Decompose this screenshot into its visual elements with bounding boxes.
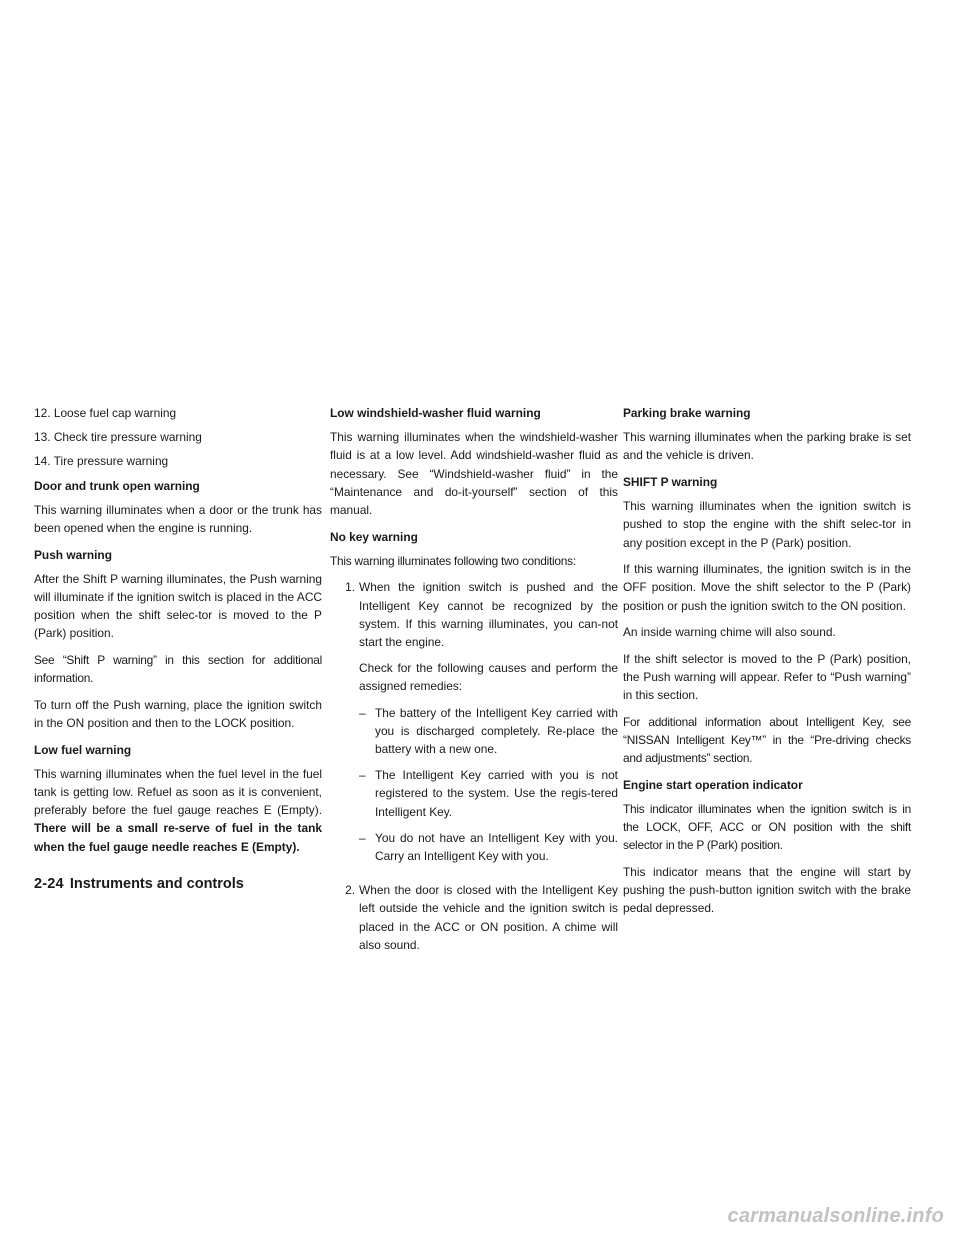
column-right <box>623 404 911 926</box>
paragraph: If this warning illuminates, the ignition switch is in the OFF position. Move the shift selector to the P (Park) position or push the ignition switch to the ON position. <box>623 562 911 613</box>
dash-bullet: – <box>359 705 366 720</box>
heading-shift-p-warning: SHIFT P warning <box>623 475 718 489</box>
heading-low-fuel-warning: Low fuel warning <box>34 742 132 757</box>
paragraph-bold-text: There will be a small re-serve of fuel in the tank when the fuel gauge needle reaches E (Empty). <box>34 821 322 854</box>
paragraph: This warning illuminates when a door or the trunk has been opened when the engine is running. <box>34 502 322 536</box>
paragraph: This warning illuminates when the ignition switch is pushed to stop the engine with the shift selec-tor in any position except in the P (Park) position. <box>623 499 911 550</box>
numbered-item <box>330 881 618 962</box>
numbered-item <box>330 578 618 873</box>
item-number: 1. <box>345 580 355 595</box>
heading-engine-start-indicator: Engine start operation indicator <box>623 777 803 792</box>
dash-item <box>359 766 618 821</box>
column-middle <box>330 404 618 970</box>
dash-bullet: – <box>359 768 366 783</box>
dash-text: The battery of the Intelligent Key carried with you is discharged completely. Re-place the battery with a new one. <box>375 705 618 757</box>
column-left <box>34 404 322 864</box>
section-title: Instruments and controls <box>69 876 244 892</box>
list-item: 13. Check tire pressure warning <box>34 430 202 445</box>
dash-text: You do not have an Intelligent Key with you. Carry an Intelligent Key with you. <box>375 830 618 864</box>
dash-bullet: – <box>359 830 366 845</box>
paragraph: This warning illuminates when the windshield-washer fluid is at a low level. Add windshield-washer fluid as necessary. See “Windshield-washer fluid” in the “Maintenance and do-it-yourself” section of this manual. <box>330 430 618 518</box>
paragraph: This warning illuminates when the parking brake is set and the vehicle is driven. <box>623 430 911 463</box>
paragraph: See “Shift P warning” in this section for additional information. <box>34 653 322 686</box>
item-body <box>359 881 618 962</box>
paragraph: This warning illuminates following two conditions: <box>330 553 576 568</box>
item-text: When the ignition switch is pushed and the Intelligent Key cannot be recognized by the system. If this warning illuminates, you can-not start the engine. <box>359 580 618 650</box>
heading-no-key-warning: No key warning <box>330 529 418 544</box>
paragraph: After the Shift P warning illuminates, the Push warning will illuminate if the ignition switch is placed in the ACC position when the shift selec-tor is moved to the P (Park) position. <box>34 571 322 641</box>
dash-item <box>359 704 618 759</box>
paragraph: This indicator illuminates when the ignition switch is in the LOCK, OFF, ACC or ON position with the shift selector in the P (Park) position. <box>623 802 911 853</box>
heading-door-trunk-warning: Door and trunk open warning <box>34 478 200 493</box>
heading-washer-fluid-warning: Low windshield-washer fluid warning <box>330 406 541 420</box>
paragraph: For additional information about Intelligent Key, see “NISSAN Intelligent Key™” in the “Pre-driving checks and adjustments” section. <box>623 714 911 766</box>
paragraph: To turn off the Push warning, place the ignition switch in the ON position and then to the LOCK position. <box>34 697 322 731</box>
paragraph: An inside warning chime will also sound. <box>623 625 836 640</box>
watermark-text: carmanualsonline.info <box>727 1205 944 1227</box>
dash-item <box>359 829 618 865</box>
page-number: 2-24 <box>34 876 64 892</box>
heading-parking-brake-warning: Parking brake warning <box>623 406 751 420</box>
dash-text: The Intelligent Key carried with you is not registered to the system. Use the regis-tered Intelligent Key. <box>375 768 618 819</box>
paragraph: This indicator means that the engine will start by pushing the push-button ignition switch with the brake pedal depressed. <box>623 865 911 916</box>
paragraph <box>34 765 322 856</box>
item-body <box>359 578 618 873</box>
item-number: 2. <box>345 883 355 898</box>
list-item: 12. Loose fuel cap warning <box>34 406 177 420</box>
item-subtext: Check for the following causes and perform the assigned remedies: <box>359 661 618 694</box>
item-text: When the door is closed with the Intelligent Key left outside the vehicle and the ignition switch is placed in the ACC or ON position. A chime will also sound. <box>359 883 618 952</box>
paragraph-text: This warning illuminates when the fuel level in the fuel tank is getting low. Refuel as soon as it is convenient, preferably before the fuel gauge reaches E (Empty). <box>34 766 322 818</box>
heading-push-warning: Push warning <box>34 547 112 562</box>
paragraph: If the shift selector is moved to the P (Park) position, the Push warning will appear. Refer to “Push warning” in this section. <box>623 651 911 703</box>
list-item: 14. Tire pressure warning <box>34 454 169 469</box>
page-footer <box>34 876 244 892</box>
